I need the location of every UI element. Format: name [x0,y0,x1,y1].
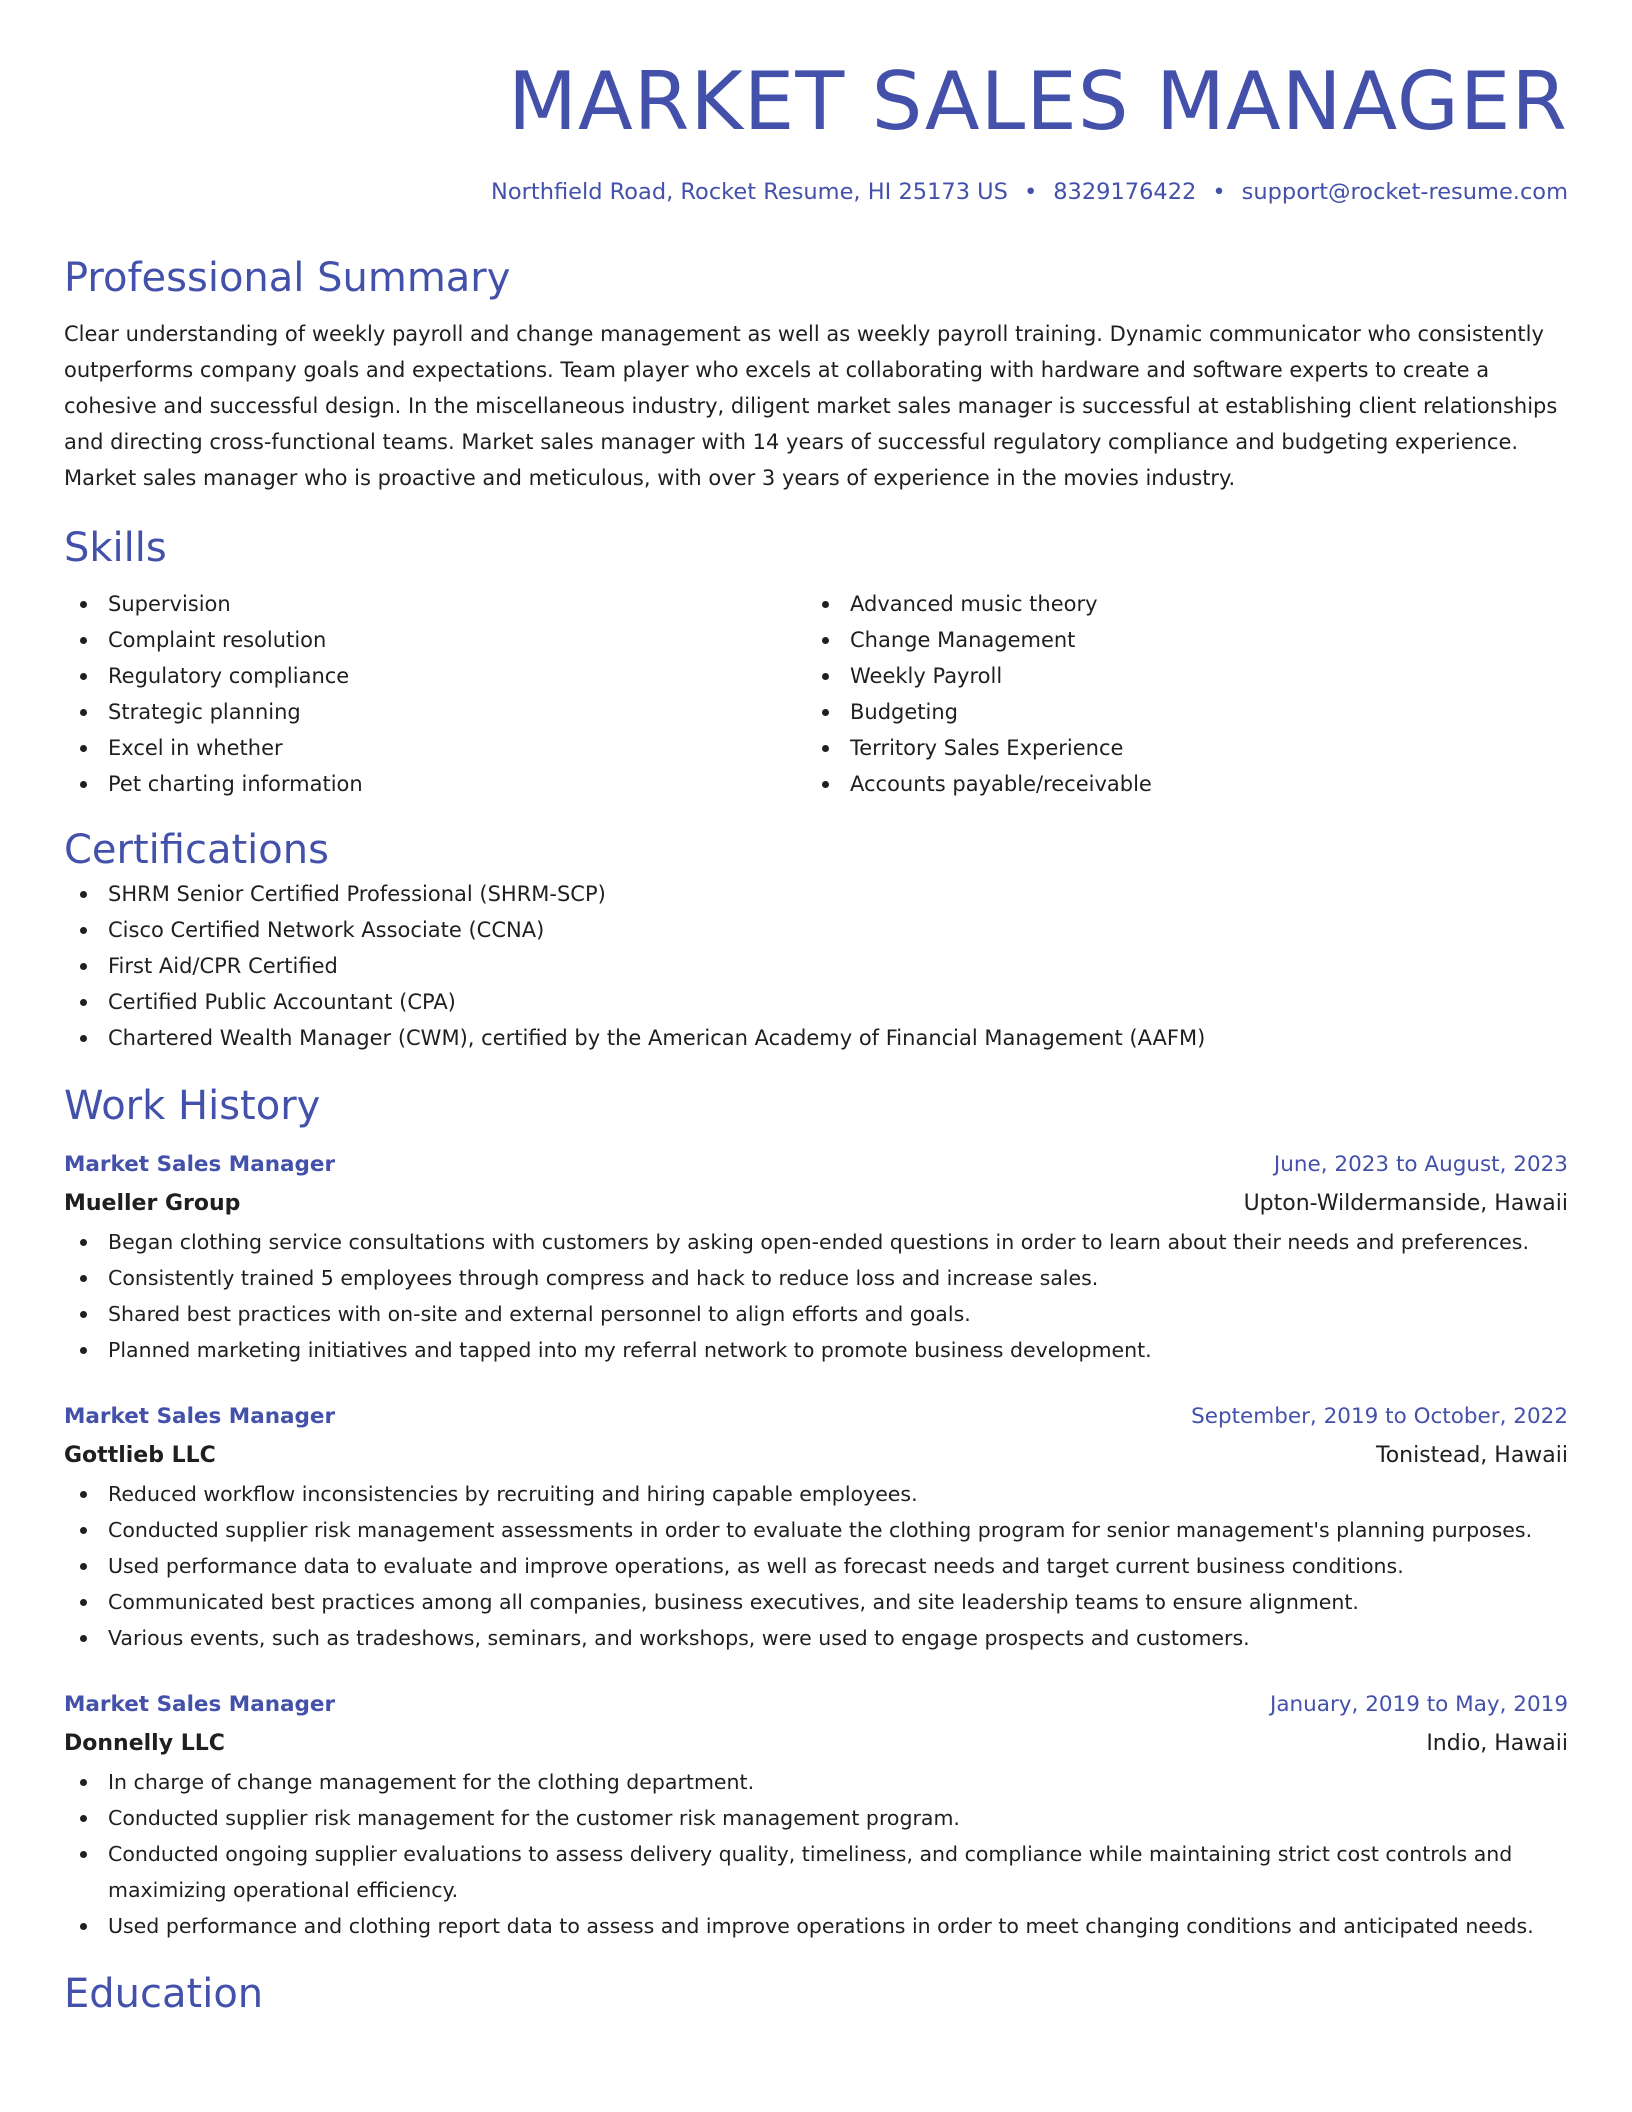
job-bullet: Used performance data to evaluate and improve operations, as well as forecast needs and target current business conditions. [64,1548,1568,1584]
job-bullet: Communicated best practices among all companies, business executives, and site leadership teams to ensure alignment. [64,1584,1568,1620]
skills-column-right [806,586,1548,802]
skill-item: Excel in whether [64,730,806,766]
job-company-row [64,1436,1568,1476]
job-bullet: Shared best practices with on-site and external personnel to align efforts and goals. [64,1296,1568,1332]
job-company: Donnelly LLC [64,1731,225,1756]
contact-line [64,176,1568,208]
job-company: Gottlieb LLC [64,1443,216,1468]
job-company-row [64,1184,1568,1224]
summary-text: Clear understanding of weekly payroll and change management as well as weekly payroll training. Dynamic communicator who consistently outperforms company goals and expectations. Team player who excels at collaborating with hardware and software experts to create a cohesive and successful design. In the miscellaneous industry, diligent market sales manager is successful at establishing client relationships and directing cross-functional teams. Market sales manager with 14 years of successful regulatory compliance and budgeting experience. Market sales manager who is proactive and meticulous, with over 3 years of experience in the movies industry. [64,322,1558,490]
job-bullet: Conducted supplier risk management for the customer risk management program. [64,1800,1568,1836]
skill-item: Supervision [64,586,806,622]
job-title-row [64,1398,1568,1436]
summary-heading: Professional Summary [64,255,511,301]
skill-item: Strategic planning [64,694,806,730]
skills-list-right [806,586,1548,802]
certifications-heading: Certifications [64,827,329,873]
contact-phone: 8329176422 [1053,179,1197,205]
job-bullet: Used performance and clothing report data to assess and improve operations in order to meet changing conditions and anticipated needs. [64,1908,1568,1944]
skill-item: Territory Sales Experience [806,730,1548,766]
certification-item: SHRM Senior Certified Professional (SHRM-SCP) [64,876,1568,912]
job-title: Market Sales Manager [64,1404,336,1429]
job-bullets [64,1224,1568,1368]
job-bullet: Reduced workflow inconsistencies by recruiting and hiring capable employees. [64,1476,1568,1512]
skills-list-left [64,586,806,802]
job-location: Tonistead, Hawaii [1376,1443,1568,1468]
job-bullet: In charge of change management for the clothing department. [64,1764,1568,1800]
resume-title: MARKET SALES MANAGER [508,55,1568,148]
job-entry [64,1146,1568,1368]
skill-item: Regulatory compliance [64,658,806,694]
job-entry [64,1686,1568,1944]
job-company-row [64,1724,1568,1764]
job-company: Mueller Group [64,1191,241,1216]
education-heading: Education [64,1971,264,2017]
job-title: Market Sales Manager [64,1152,336,1177]
job-entry [64,1398,1568,1656]
skill-item: Change Management [806,622,1548,658]
job-location: Indio, Hawaii [1426,1731,1568,1756]
contact-separator: • [1212,179,1226,205]
job-dates: September, 2019 to October, 2022 [1191,1404,1568,1429]
job-bullet: Began clothing service consultations with customers by asking open-ended questions in order to learn about their needs and preferences. [64,1224,1568,1260]
job-title: Market Sales Manager [64,1692,336,1717]
skills-grid [64,586,1568,802]
job-bullet: Planned marketing initiatives and tapped into my referral network to promote business development. [64,1332,1568,1368]
certification-item: Cisco Certified Network Associate (CCNA) [64,912,1568,948]
certifications-list [64,876,1568,1056]
contact-address: Northfield Road, Rocket Resume, HI 25173 US [491,179,1008,205]
job-bullets [64,1476,1568,1656]
job-dates: January, 2019 to May, 2019 [1270,1692,1568,1717]
contact-separator: • [1023,179,1038,205]
job-title-row [64,1686,1568,1724]
resume-page [64,0,1568,2020]
work-history-heading: Work History [64,1083,321,1129]
skills-column-left [64,586,806,802]
skill-item: Weekly Payroll [806,658,1548,694]
job-bullets [64,1764,1568,1944]
certification-item: Certified Public Accountant (CPA) [64,984,1568,1020]
job-dates: June, 2023 to August, 2023 [1273,1152,1568,1177]
contact-email[interactable]: support@rocket-resume.com [1241,179,1568,205]
certification-item: First Aid/CPR Certified [64,948,1568,984]
skill-item: Accounts payable/receivable [806,766,1548,802]
skill-item: Complaint resolution [64,622,806,658]
job-bullet: Various events, such as tradeshows, seminars, and workshops, were used to engage prospects and customers. [64,1620,1568,1656]
certification-item: Chartered Wealth Manager (CWM), certified by the American Academy of Financial Management (AAFM) [64,1020,1568,1056]
job-bullet: Conducted ongoing supplier evaluations to assess delivery quality, timeliness, and compliance while maintaining strict cost controls and maximizing operational efficiency. [64,1836,1568,1908]
job-bullet: Conducted supplier risk management assessments in order to evaluate the clothing program for senior management's planning purposes. [64,1512,1568,1548]
skills-heading: Skills [64,525,167,571]
job-location: Upton-Wildermanside, Hawaii [1243,1191,1568,1216]
skill-item: Budgeting [806,694,1548,730]
skill-item: Advanced music theory [806,586,1548,622]
job-title-row [64,1146,1568,1184]
skill-item: Pet charting information [64,766,806,802]
job-bullet: Consistently trained 5 employees through compress and hack to reduce loss and increase sales. [64,1260,1568,1296]
